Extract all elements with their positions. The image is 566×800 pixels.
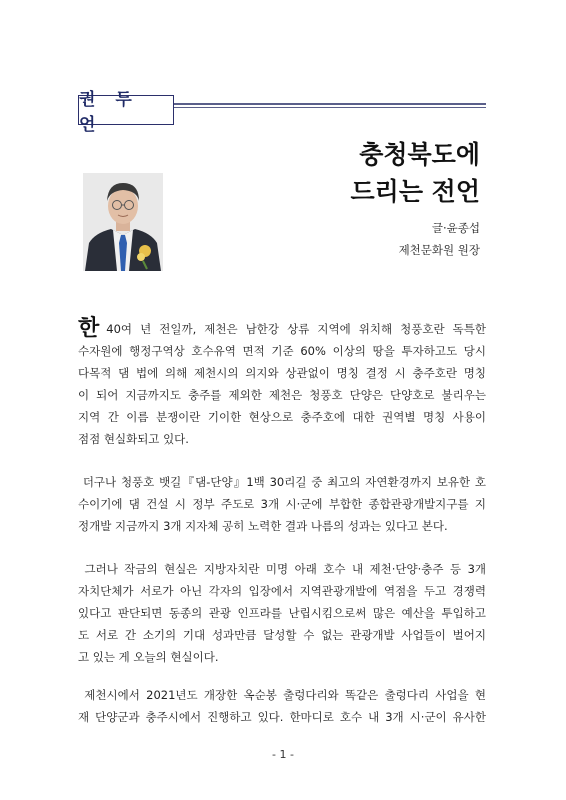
section-label: 권 두 언	[79, 90, 139, 135]
paragraph-line	[78, 471, 486, 493]
paragraph-line	[78, 684, 486, 706]
paragraph-3	[78, 558, 486, 668]
paragraph-line: 점점 현실화되고 있다.	[78, 432, 189, 446]
paragraph-line: 지역 간 이름 분쟁이란 기이한 현상으로 충주호에 대한 권역별 명칭 사용이	[78, 410, 486, 424]
title-line-2: 드리는 전언	[350, 177, 480, 206]
paragraph-line: 고 있는 게 오늘의 현실이다.	[78, 650, 219, 664]
section-label-box	[78, 90, 174, 135]
header-rule	[174, 103, 486, 108]
paragraph-line: 이 되어 지금까지도 충주를 제외한 제천은 청풍호 단양은 단양호로 불리우는	[78, 388, 486, 402]
author-position: 제천문화원 원장	[398, 243, 480, 257]
paragraph-line	[78, 558, 486, 580]
paragraph-line-text: 40여 년 전일까, 제천은 남한강 상류 지역에 위치해 청풍호란 독특한	[106, 322, 486, 336]
page-number: - 1 -	[272, 748, 294, 761]
paragraph-1	[78, 318, 486, 450]
paragraph-line	[78, 318, 486, 340]
paragraph-line-text: 제천시에서 2021년도 개장한 옥순봉 출렁다리와 똑같은 출렁다리 사업을 현	[84, 688, 487, 702]
author-byline: 글·윤종섭	[431, 221, 480, 235]
title-line-1: 충청북도에	[359, 140, 480, 169]
author-photo-illustration	[83, 173, 163, 271]
author-photo	[83, 173, 163, 271]
paragraph-line: 정개발 지금까지 3개 지자체 공히 노력한 결과 나름의 성과는 있다고 본다.	[78, 519, 448, 533]
paragraph-line: 재 단양군과 충주시에서 진행하고 있다. 한마디로 호수 내 3개 시·군이 유사한	[78, 710, 486, 724]
paragraph-line-text: 더구나 청풍호 뱃길『댐-단양』1백 30리길 중 최고의 자연환경까지 보유한 호	[82, 475, 486, 489]
paragraph-line: 자치단체가 서로가 아닌 각자의 입장에서 지역관광개발에 역점을 두고 경쟁력	[78, 584, 486, 598]
paragraph-line-text: 그러나 작금의 현실은 지방자치란 미명 아래 호수 내 제천·단양·충주 등 3개	[84, 562, 487, 576]
paragraph-2	[78, 471, 486, 537]
paragraph-line: 있다고 판단되면 동종의 관광 인프라를 난립시킴으로써 많은 예산을 투입하고	[78, 606, 486, 620]
paragraph-4	[78, 684, 486, 728]
paragraph-line: 수자원에 행정구역상 호수유역 면적 기준 60% 이상의 땅을 투자하고도 당시	[78, 344, 486, 358]
paragraph-line: 수이기에 댐 건설 시 정부 주도로 3개 시·군에 부합한 종합관광개발지구를 지	[78, 497, 486, 511]
paragraph-line: 도 서로 간 소기의 기대 성과만큼 달성할 수 없는 관광개발 사업들이 벌어지	[78, 628, 486, 642]
drop-cap: 한	[78, 316, 100, 341]
paragraph-line: 다목적 댐 법에 의해 제천시의 의지와 상관없이 명칭 결정 시 충주호란 명칭	[78, 366, 486, 380]
